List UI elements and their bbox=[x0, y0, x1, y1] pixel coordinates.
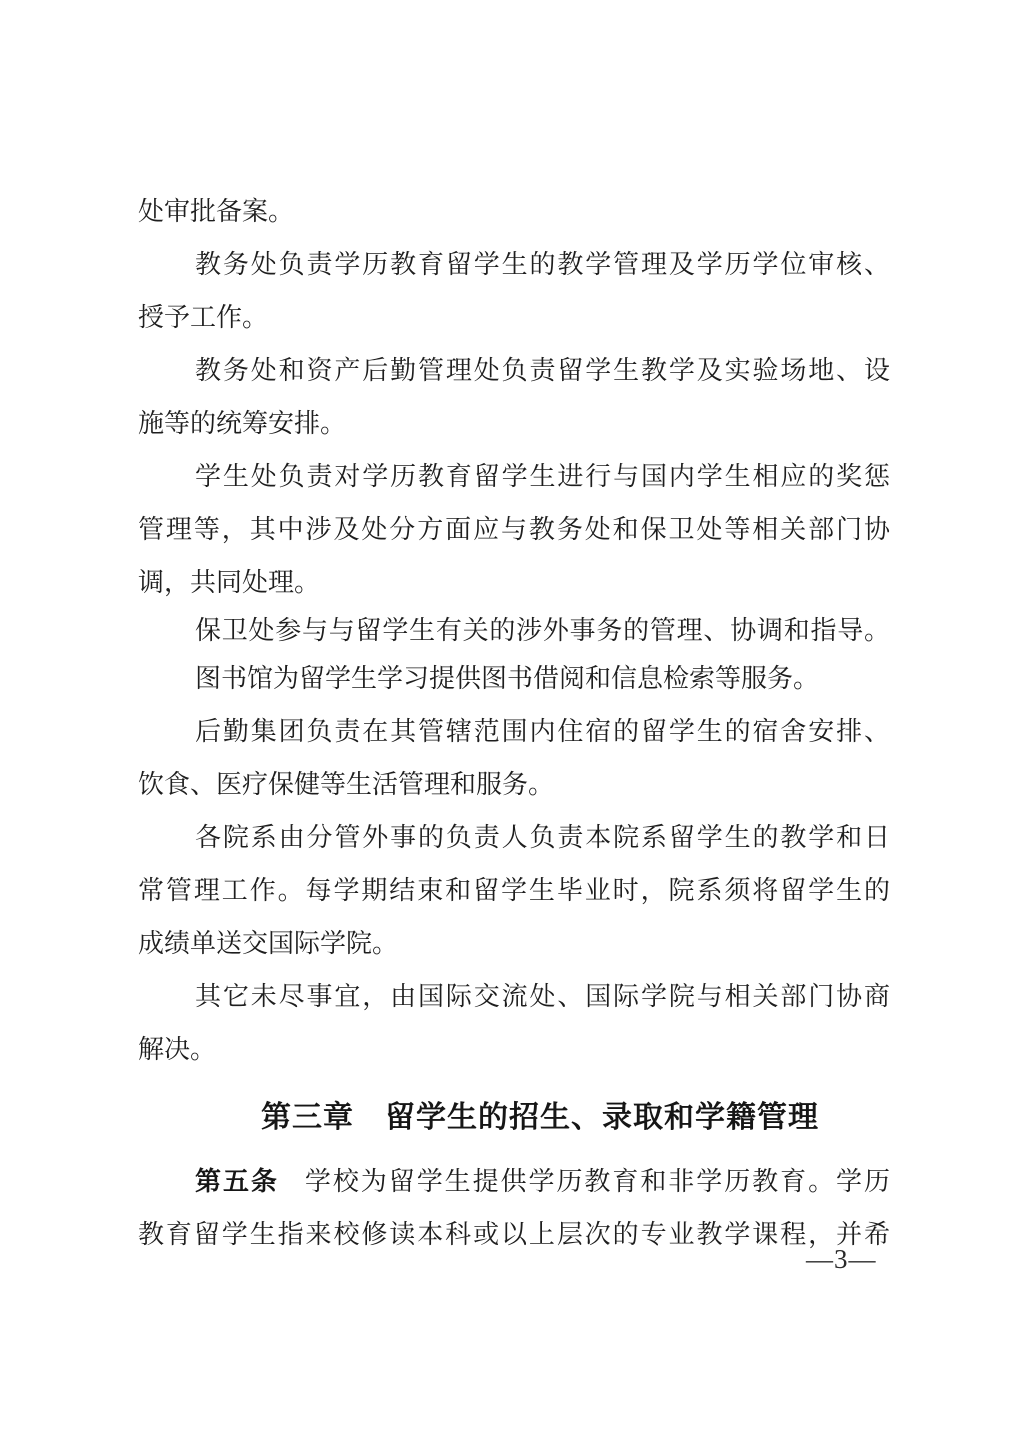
text-line: 调，共同处理。 bbox=[138, 568, 321, 597]
article-second-line: 教育留学生指来校修读本科或以上层次的专业教学课程，并希 bbox=[138, 1220, 890, 1249]
text-line: 各院系由分管外事的负责人负责本院系留学生的教学和日 bbox=[195, 823, 890, 852]
page-number: —3— bbox=[806, 1244, 877, 1274]
chapter-heading: 第三章 留学生的招生、录取和学籍管理 bbox=[261, 1101, 819, 1134]
text-line: 后勤集团负责在其管辖范围内住宿的留学生的宿舍安排、 bbox=[195, 717, 890, 746]
text-line: 保卫处参与与留学生有关的涉外事务的管理、协调和指导。 bbox=[195, 616, 890, 645]
article-number: 第五条 bbox=[195, 1166, 279, 1196]
text-line: 学生处负责对学历教育留学生进行与国内学生相应的奖惩 bbox=[195, 462, 890, 491]
article-first-line bbox=[138, 1155, 890, 1208]
text-line: 施等的统筹安排。 bbox=[138, 409, 347, 438]
text-line: 解决。 bbox=[138, 1035, 217, 1064]
text-line: 成绩单送交国际学院。 bbox=[138, 929, 399, 958]
text-line: 教务处和资产后勤管理处负责留学生教学及实验场地、设 bbox=[195, 356, 890, 385]
text-line: 常管理工作。每学期结束和留学生毕业时，院系须将留学生的 bbox=[138, 876, 890, 905]
text-line: 教务处负责学历教育留学生的教学管理及学历学位审核、 bbox=[195, 250, 890, 279]
text-line: 授予工作。 bbox=[138, 303, 269, 332]
article-text: 学校为留学生提供学历教育和非学历教育。学历 bbox=[304, 1167, 890, 1196]
text-line: 图书馆为留学生学习提供图书借阅和信息检索等服务。 bbox=[195, 664, 820, 693]
text-line: 管理等，其中涉及处分方面应与教务处和保卫处等相关部门协 bbox=[138, 515, 890, 544]
text-line: 其它未尽事宜，由国际交流处、国际学院与相关部门协商 bbox=[195, 982, 890, 1011]
body-text bbox=[138, 185, 890, 1261]
text-line: 饮食、医疗保健等生活管理和服务。 bbox=[138, 770, 555, 799]
text-line: 处审批备案。 bbox=[138, 197, 295, 226]
